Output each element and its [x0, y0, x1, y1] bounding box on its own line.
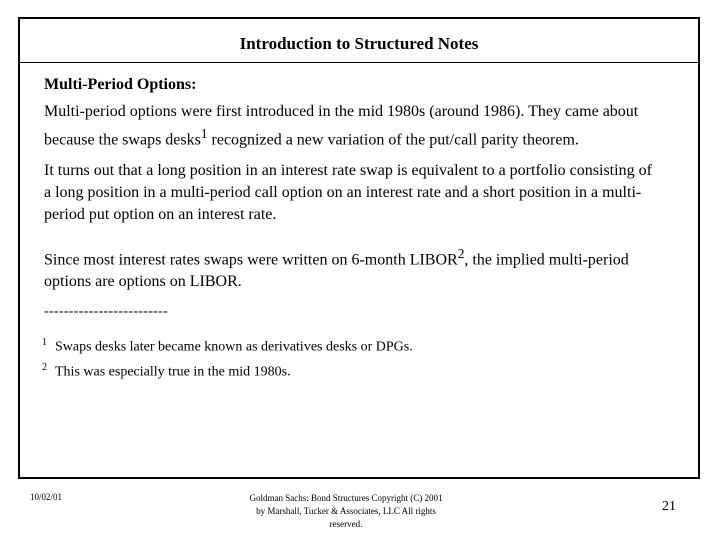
text: , the implied multi-period options are options on LIBOR. — [44, 251, 629, 291]
footnote-mark: 2 — [42, 362, 47, 373]
footnote-text: Swaps desks later became known as derivatives desks or DPGs. — [55, 339, 413, 355]
footnote-mark: 1 — [42, 337, 47, 348]
slide-title: Introduction to Structured Notes — [20, 19, 698, 63]
text: recognized a new variation of the put/call parity theorem. — [207, 131, 579, 149]
footnote-separator: ------------------------- — [44, 304, 169, 319]
paragraph-1 — [44, 101, 654, 151]
footnote-1 — [42, 337, 413, 356]
footer-copyright: Goldman Sachs: Bond Structures Copyright (C) 2001 by Marshall, Tucker & Associates, LLC All rights reserved. — [249, 493, 443, 529]
section-heading: Multi-Period Options: — [44, 76, 197, 93]
text: Since most interest rates swaps were written on 6-month LIBOR — [44, 251, 458, 269]
paragraph-3 — [44, 243, 654, 293]
footnote-text: This was especially true in the mid 1980s. — [55, 364, 291, 380]
page-number: 21 — [662, 499, 676, 514]
footnote-ref: 2 — [457, 246, 465, 261]
footer-date: 10/02/01 — [30, 492, 63, 502]
text: Multi-period options were first introduced in the mid 1980s (around 1986). They came about because the swaps desks — [44, 103, 639, 149]
footnote-2 — [42, 362, 291, 381]
paragraph-2: It turns out that a long position in an interest rate swap is equivalent to a portfolio consisting of a long position in a multi-period call option on an interest rate and a short position in a multi-period put option on an interest rate. — [44, 162, 652, 223]
footnote-ref: 1 — [200, 126, 208, 141]
